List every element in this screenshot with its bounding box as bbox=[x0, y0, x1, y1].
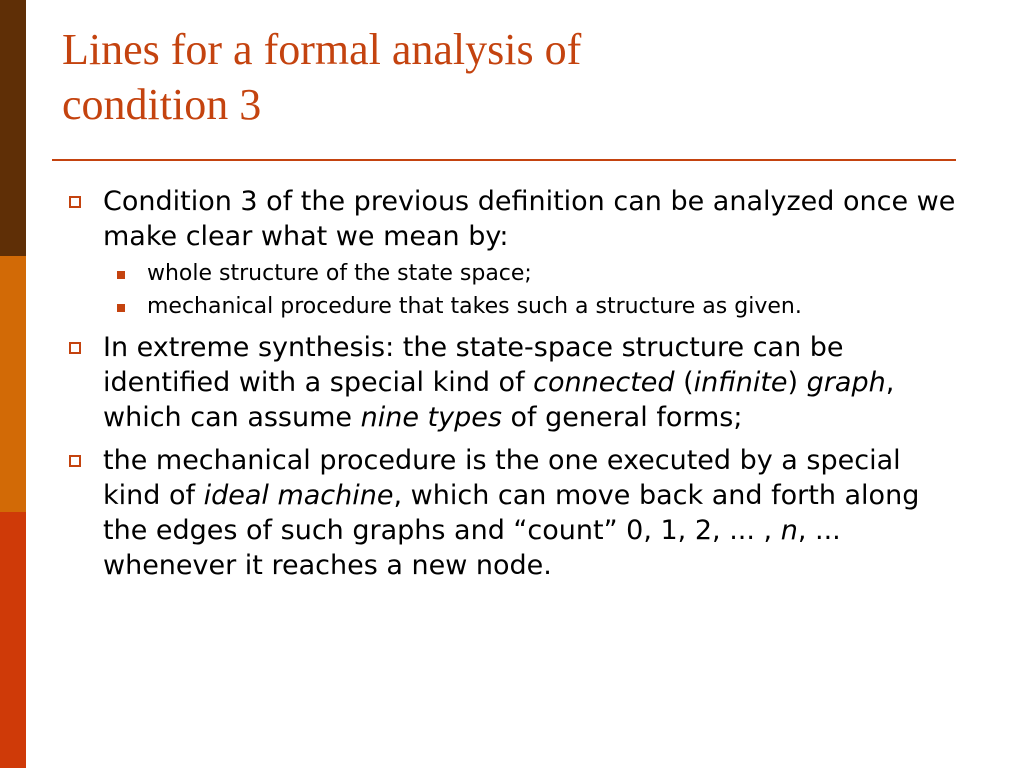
emphasis-nine-types: nine types bbox=[360, 402, 502, 433]
bullet-3-text-part-3: , ... whenever it reaches a new node. bbox=[103, 515, 841, 581]
hollow-square-bullet-icon bbox=[69, 196, 81, 208]
bullet-3-text bbox=[103, 443, 964, 583]
bullet-1-text: Condition 3 of the previous definition can be analyzed once we make clear what we mean by: bbox=[103, 186, 956, 252]
hollow-square-bullet-icon bbox=[69, 342, 81, 354]
emphasis-connected: connected bbox=[533, 367, 675, 398]
sub-bullet-1-text: whole structure of the state space; bbox=[147, 261, 532, 286]
sub-bullet-2-text: mechanical procedure that takes such a structure as given. bbox=[147, 294, 802, 319]
bullet-item-3 bbox=[0, 443, 1024, 583]
sub-bullet-item-2 bbox=[0, 292, 1024, 322]
bullet-item-1 bbox=[0, 184, 1024, 254]
slide-body bbox=[0, 184, 1024, 591]
slide-title-line-2: condition 3 bbox=[62, 80, 262, 129]
bullet-2-text bbox=[103, 330, 964, 435]
slide-title bbox=[62, 22, 962, 132]
emphasis-n: n bbox=[780, 515, 798, 546]
sub-bullet-list bbox=[0, 259, 1024, 322]
emphasis-graph: graph bbox=[806, 367, 886, 398]
hollow-square-bullet-icon bbox=[69, 455, 81, 467]
filled-square-bullet-icon bbox=[117, 271, 125, 279]
bullet-3-text-part-1: the mechanical procedure is the one executed by a special kind of bbox=[103, 445, 901, 511]
bullet-2-text-part-4: , which can assume bbox=[103, 367, 895, 433]
sub-bullet-item-1 bbox=[0, 259, 1024, 289]
bullet-2-text-part-2: ( bbox=[674, 367, 694, 398]
filled-square-bullet-icon bbox=[117, 304, 125, 312]
bullet-2-text-part-1: In extreme synthesis: the state-space structure can be identified with a special kind of bbox=[103, 332, 844, 398]
slide-title-line-1: Lines for a formal analysis of bbox=[62, 25, 582, 74]
bullet-2-text-part-3: ) bbox=[787, 367, 807, 398]
title-divider bbox=[52, 159, 956, 161]
emphasis-infinite: infinite bbox=[693, 367, 788, 398]
bullet-3-text-part-2: , which can move back and forth along the edges of such graphs and “count” 0, 1, 2, ... , bbox=[103, 480, 920, 546]
bullet-2-text-part-5: of general forms; bbox=[501, 402, 743, 433]
bullet-item-2 bbox=[0, 330, 1024, 435]
emphasis-ideal-machine: ideal machine bbox=[203, 480, 394, 511]
